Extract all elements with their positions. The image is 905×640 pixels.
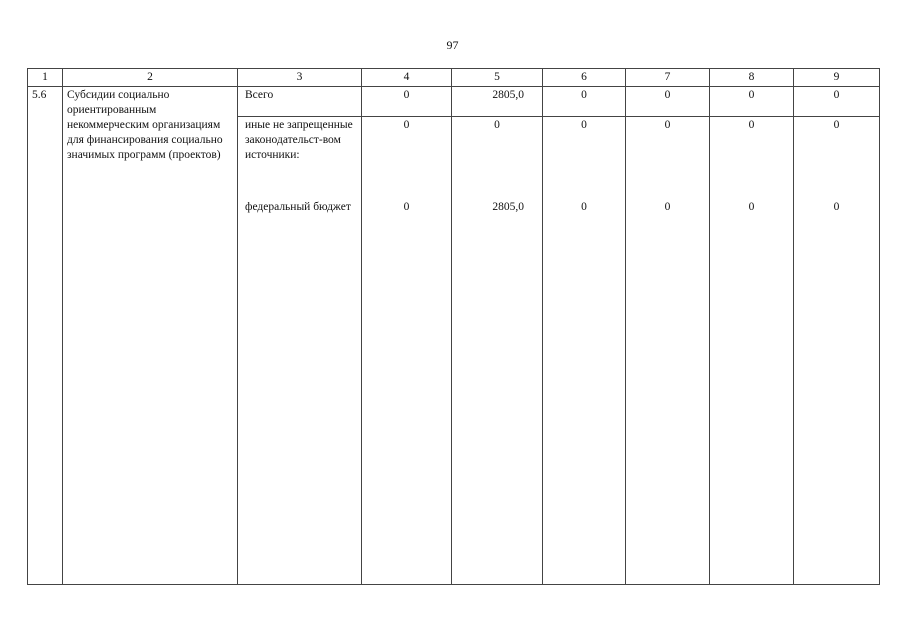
value-other-col9: 0 bbox=[833, 119, 840, 131]
budget-table bbox=[27, 68, 880, 585]
table-row bbox=[28, 87, 880, 585]
source-total-label: Всего bbox=[245, 89, 274, 101]
column-number-4: 4 bbox=[362, 69, 452, 87]
column-number-2: 2 bbox=[63, 69, 238, 87]
value-total-col8: 0 bbox=[748, 89, 755, 101]
column-number-9: 9 bbox=[794, 69, 880, 87]
column-number-6: 6 bbox=[543, 69, 626, 87]
value-column-5 bbox=[452, 87, 543, 585]
column-number-3: 3 bbox=[238, 69, 362, 87]
value-federal-col4: 0 bbox=[403, 201, 410, 213]
column-number-5: 5 bbox=[452, 69, 543, 87]
value-column-8 bbox=[710, 87, 794, 585]
value-federal-col9: 0 bbox=[833, 201, 840, 213]
column-number-row bbox=[28, 69, 880, 87]
value-other-col8: 0 bbox=[748, 119, 755, 131]
funding-sources-cell bbox=[238, 87, 362, 585]
value-column-9 bbox=[794, 87, 880, 585]
value-total-col7: 0 bbox=[664, 89, 671, 101]
value-column-7 bbox=[626, 87, 710, 585]
source-other-label: иные не запрещенные законодательст-вом источники: bbox=[245, 119, 353, 161]
value-column-4 bbox=[362, 87, 452, 585]
value-other-col5: 0 bbox=[494, 119, 500, 131]
page-number: 97 bbox=[446, 38, 459, 52]
column-number-7: 7 bbox=[626, 69, 710, 87]
row-number: 5.6 bbox=[28, 87, 63, 585]
value-total-col9: 0 bbox=[833, 89, 840, 101]
column-number-8: 8 bbox=[710, 69, 794, 87]
value-other-col6: 0 bbox=[581, 119, 587, 131]
value-other-col4: 0 bbox=[403, 119, 410, 131]
source-federal-label: федеральный бюджет bbox=[245, 201, 351, 213]
column-number-1: 1 bbox=[28, 69, 63, 87]
value-federal-col7: 0 bbox=[664, 201, 671, 213]
value-federal-col6: 0 bbox=[581, 201, 587, 213]
value-federal-col8: 0 bbox=[748, 201, 755, 213]
value-total-col4: 0 bbox=[403, 89, 410, 101]
value-other-col7: 0 bbox=[664, 119, 671, 131]
value-federal-col5: 2805,0 bbox=[492, 201, 524, 213]
value-column-6 bbox=[543, 87, 626, 585]
value-total-col6: 0 bbox=[581, 89, 587, 101]
row-name: Субсидии социально ориентированным некоммерческим организациям для финансирования социально значимых программ (проектов) bbox=[63, 87, 238, 585]
value-total-col5: 2805,0 bbox=[492, 89, 524, 101]
